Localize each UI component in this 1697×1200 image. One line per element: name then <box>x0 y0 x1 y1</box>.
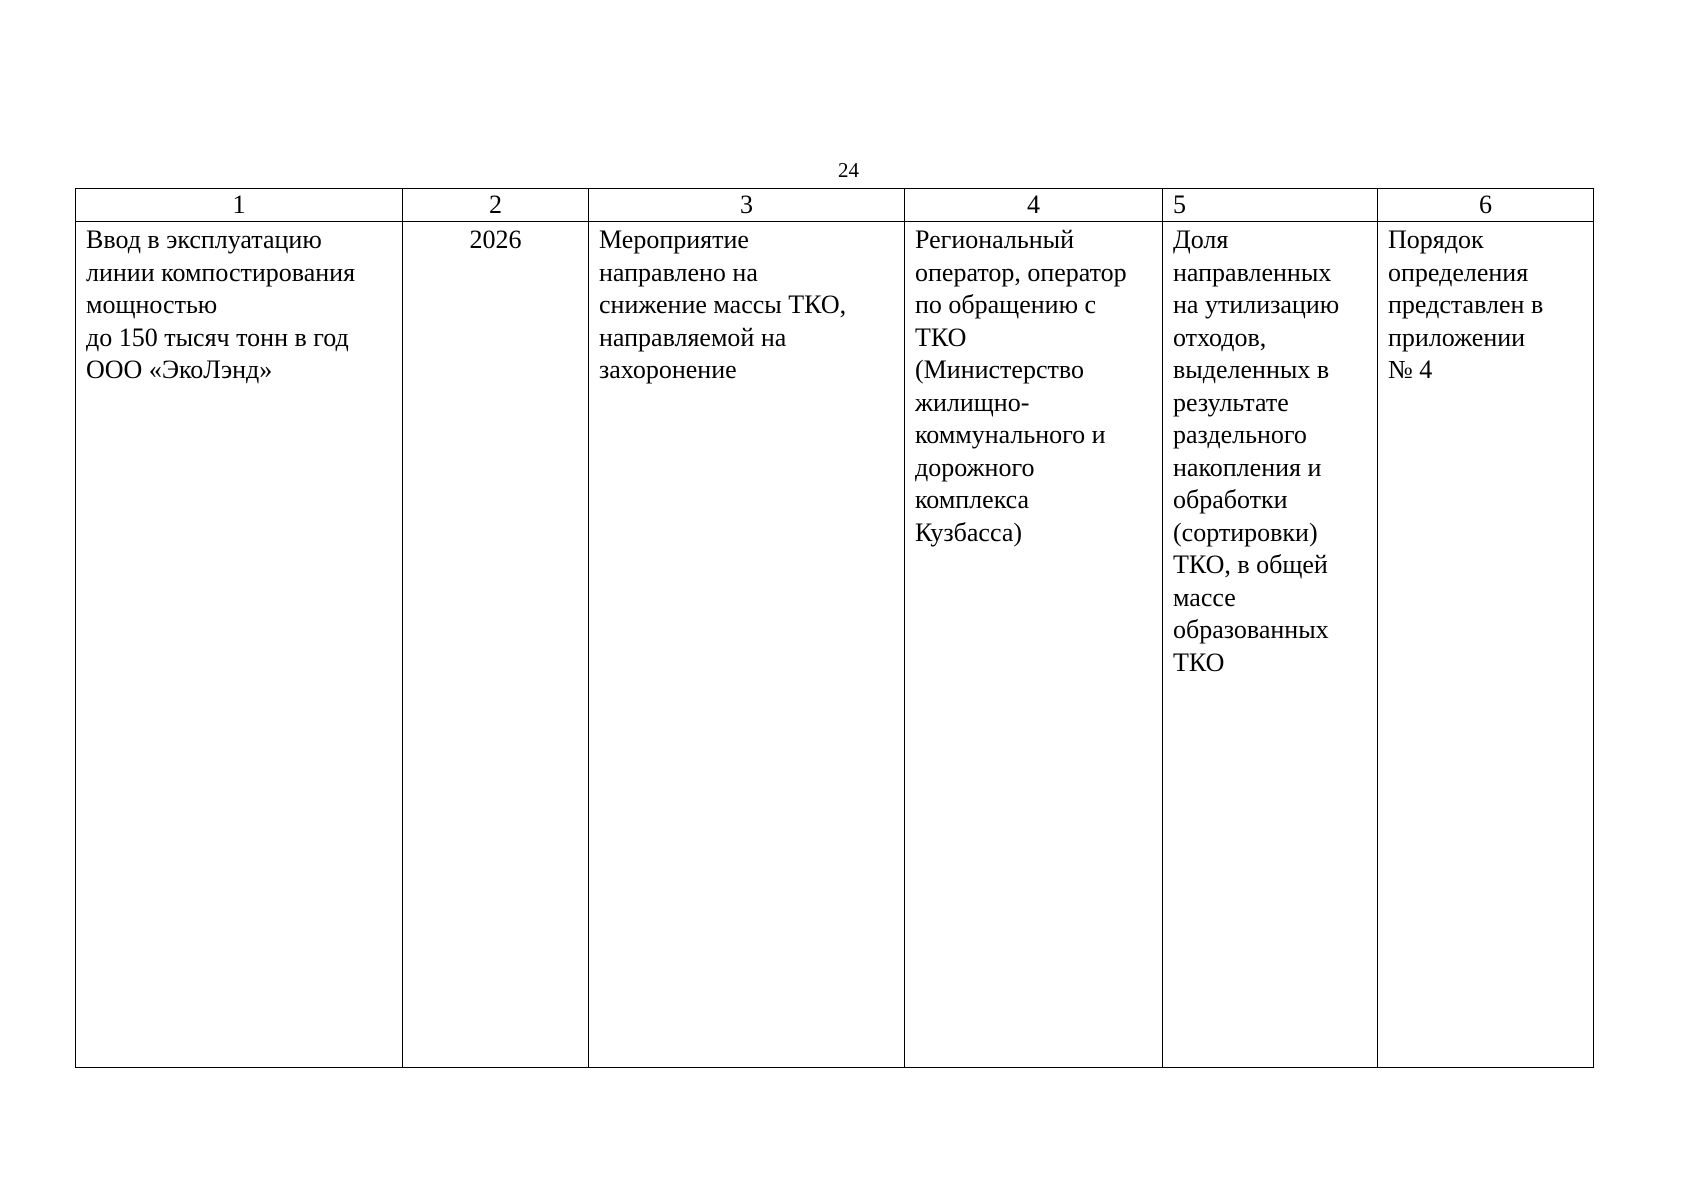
indicator-cell <box>1163 222 1378 1068</box>
responsible-cell <box>905 222 1163 1068</box>
year-cell <box>403 222 589 1068</box>
responsible-text: Региональный оператор, оператор по обращению с ТКО (Министерство жилищно- коммунального и дорожного комплекса Кузбасса) <box>915 225 1127 547</box>
column-number-1: 1 <box>76 189 403 222</box>
indicator-text: Доля направленных на утилизацию отходов, выделенных в результате раздельного накопления и обработки (сортировки) ТКО, в общей массе образованных ТКО <box>1173 225 1340 677</box>
purpose-text: Мероприятие направлено на снижение массы ТКО, направляемой на захоронение <box>599 225 847 384</box>
column-number-6: 6 <box>1378 189 1594 222</box>
measure-text: Ввод в эксплуатацию линии компостирования мощностью до 150 тысяч тонн в год ООО «ЭкоЛэнд» <box>86 225 356 384</box>
measure-cell <box>76 222 403 1068</box>
procedure-text: Порядок определения представлен в приложении № 4 <box>1388 225 1544 384</box>
column-number-row <box>76 189 1594 222</box>
column-number-5: 5 <box>1163 189 1378 222</box>
column-number-4: 4 <box>905 189 1163 222</box>
column-number-3: 3 <box>589 189 905 222</box>
measures-table <box>75 188 1594 1068</box>
year-text: 2026 <box>469 225 522 254</box>
purpose-cell <box>589 222 905 1068</box>
table-row <box>76 222 1594 1068</box>
column-number-2: 2 <box>403 189 589 222</box>
procedure-cell <box>1378 222 1594 1068</box>
page-number: 24 <box>838 158 859 182</box>
